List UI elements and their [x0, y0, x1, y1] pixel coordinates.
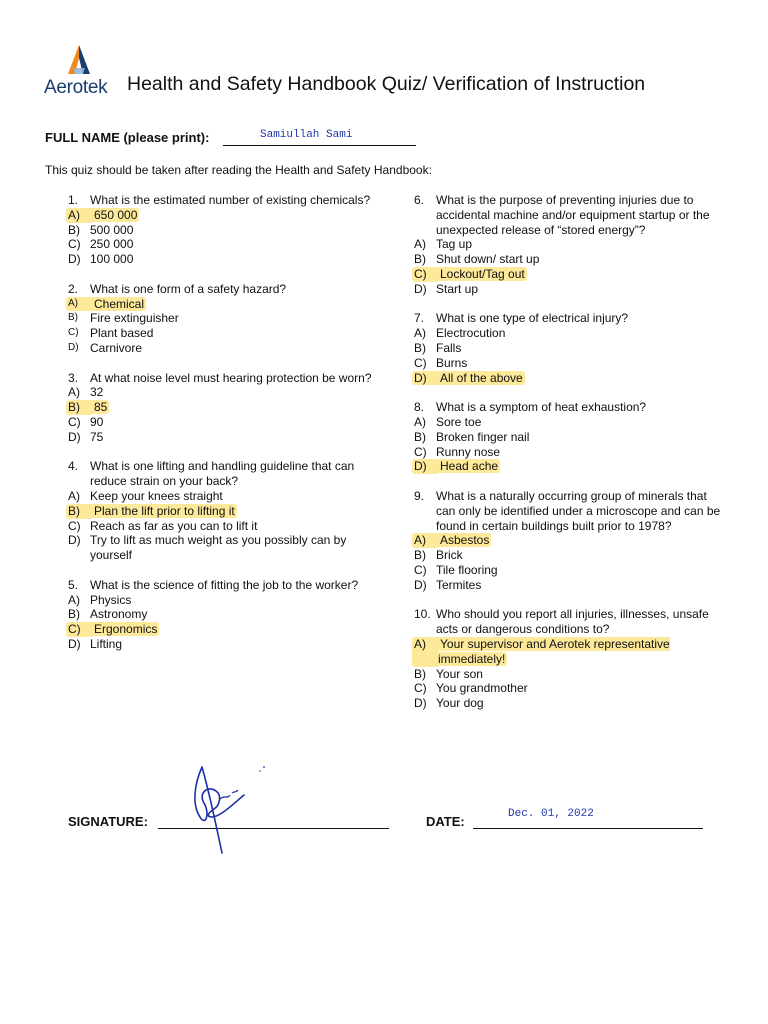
option-text: Fire extinguisher [90, 311, 179, 326]
question-number: 9. [414, 488, 425, 503]
option-text: Start up [436, 281, 479, 296]
answer-option [414, 326, 734, 341]
answer-option [68, 415, 388, 430]
selected-answer-text: All of the above [440, 370, 523, 385]
answer-option [414, 282, 734, 297]
full-name-label: FULL NAME (please print): [45, 130, 210, 145]
option-text: 250 000 [90, 237, 134, 252]
answer-option [68, 533, 388, 563]
answer-option [68, 637, 388, 652]
option-letter: A) [414, 326, 426, 341]
option-text: Termites [436, 577, 482, 592]
option-letter: B) [414, 548, 426, 563]
option-letter: B) [68, 607, 80, 622]
question-text: What is a naturally occurring group of minerals that can only be identified under a microscope and can be found in certain buildings built prior to 1978? [436, 488, 721, 533]
option-text: Broken finger nail [436, 429, 530, 444]
option-text: 500 000 [90, 222, 134, 237]
answer-option [414, 696, 734, 711]
answer-option [68, 489, 388, 504]
answer-option [68, 311, 388, 326]
option-letter: A) [414, 237, 426, 252]
aerotek-logo-icon [62, 44, 96, 78]
option-letter: B) [68, 222, 80, 237]
answer-option [414, 267, 734, 282]
answer-option [68, 326, 388, 341]
answer-option [68, 237, 388, 252]
option-letter: C) [414, 562, 427, 577]
option-text: Reach as far as you can to lift it [90, 518, 258, 533]
option-text: Tag up [436, 237, 473, 252]
option-text: Burns [436, 355, 468, 370]
quiz-question [68, 193, 388, 267]
option-letter: D) [414, 696, 427, 711]
answer-option [68, 607, 388, 622]
option-letter: A) [412, 533, 438, 548]
option-letter: D) [68, 252, 81, 267]
option-letter: D) [68, 636, 81, 651]
question-number: 3. [68, 370, 79, 385]
option-letter: A) [68, 592, 80, 607]
option-text: Your dog [436, 696, 484, 711]
answer-option [68, 385, 388, 400]
answer-option [414, 578, 734, 593]
option-letter: D) [68, 429, 81, 444]
option-text: Try to lift as much weight as you possibly can by yourself [90, 533, 347, 563]
option-letter: B) [68, 312, 78, 324]
page-title: Health and Safety Handbook Quiz/ Verification of Instruction [127, 73, 646, 95]
aerotek-logo [44, 44, 122, 98]
option-letter: D) [68, 533, 81, 548]
option-letter: A) [412, 637, 438, 667]
option-letter: D) [412, 371, 438, 386]
option-letter: B) [414, 666, 426, 681]
selected-answer-text: Your supervisor and Aerotek representative immediately! [438, 636, 670, 666]
option-letter: C) [414, 355, 427, 370]
selected-answer-text: Plan the lift prior to lifting it [94, 503, 235, 518]
option-text: Shut down/ start up [436, 252, 540, 267]
quiz-question [68, 282, 388, 356]
quiz-question [414, 193, 734, 297]
date-value: Dec. 01, 2022 [508, 808, 594, 820]
question-number: 7. [414, 311, 425, 326]
option-text: Brick [436, 548, 463, 563]
option-letter: B) [66, 400, 92, 415]
option-text: Your son [436, 666, 483, 681]
option-letter: B) [414, 340, 426, 355]
question-text: At what noise level must hearing protection be worn? [90, 370, 372, 385]
option-text: Carnivore [90, 340, 143, 355]
answer-option [414, 237, 734, 252]
signature-label: SIGNATURE: [68, 814, 148, 829]
answer-option [68, 504, 388, 519]
logo-wordmark: Aerotek [44, 77, 108, 98]
date-label: DATE: [426, 814, 465, 829]
answer-option [68, 400, 388, 415]
quiz-question [414, 489, 734, 593]
question-number: 10. [414, 607, 431, 622]
option-letter: D) [68, 341, 79, 353]
question-text: What is one lifting and handling guideline that can reduce strain on your back? [90, 459, 355, 489]
questions-right-column [414, 193, 734, 726]
answer-option [68, 593, 388, 608]
answer-option [68, 341, 388, 356]
option-letter: D) [414, 577, 427, 592]
answer-option [414, 341, 734, 356]
option-letter: D) [414, 281, 427, 296]
full-name-line [223, 145, 416, 146]
quiz-question [68, 371, 388, 445]
option-letter: B) [66, 504, 92, 519]
answer-option [414, 371, 734, 386]
selected-answer-text: Ergonomics [94, 622, 158, 637]
answer-option [68, 252, 388, 267]
quiz-question [68, 459, 388, 563]
quiz-question [414, 400, 734, 474]
answer-option [414, 667, 734, 682]
option-text: Lifting [90, 636, 123, 651]
intro-text: This quiz should be taken after reading the Health and Safety Handbook: [45, 163, 432, 177]
quiz-question [414, 311, 734, 385]
option-letter: C) [68, 237, 81, 252]
option-letter: C) [414, 444, 427, 459]
selected-answer-text: 650 000 [94, 207, 138, 222]
option-text: Plant based [90, 326, 154, 341]
answer-option [414, 430, 734, 445]
option-letter: D) [412, 459, 438, 474]
option-text: Electrocution [436, 326, 506, 341]
option-letter: C) [414, 681, 427, 696]
option-text: 32 [90, 385, 104, 400]
answer-option [68, 622, 388, 637]
answer-option [414, 637, 734, 667]
answer-option [68, 430, 388, 445]
answer-option [414, 533, 734, 548]
answer-option [414, 681, 734, 696]
option-text: 90 [90, 414, 104, 429]
option-text: 100 000 [90, 252, 134, 267]
selected-answer-text: Lockout/Tag out [440, 266, 525, 281]
selected-answer-text: Asbestos [440, 533, 490, 548]
answer-option [414, 252, 734, 267]
question-number: 4. [68, 459, 79, 474]
quiz-question [414, 607, 734, 711]
option-letter: A) [68, 488, 80, 503]
option-letter: A) [66, 297, 92, 312]
question-number: 5. [68, 577, 79, 592]
option-text: 75 [90, 429, 104, 444]
answer-option [414, 445, 734, 460]
option-text: You grandmother [436, 681, 528, 696]
option-letter: C) [68, 414, 81, 429]
question-text: What is a symptom of heat exhaustion? [436, 400, 647, 415]
question-text: What is the estimated number of existing chemicals? [90, 193, 371, 207]
answer-option [414, 415, 734, 430]
option-letter: C) [66, 622, 92, 637]
question-number: 1. [68, 193, 79, 207]
option-text: Runny nose [436, 444, 501, 459]
selected-answer-text: Head ache [440, 459, 499, 474]
answer-option [68, 519, 388, 534]
option-letter: C) [68, 518, 81, 533]
option-text: Keep your knees straight [90, 488, 223, 503]
option-text: Tile flooring [436, 562, 498, 577]
signature-scribble [180, 755, 280, 855]
question-text: Who should you report all injuries, illnesses, unsafe acts or dangerous conditions to? [436, 607, 709, 637]
question-text: What is one form of a safety hazard? [90, 281, 287, 296]
answer-option [414, 356, 734, 371]
question-text: What is the science of fitting the job to the worker? [90, 577, 359, 592]
option-letter: A) [68, 385, 80, 400]
date-line [473, 828, 703, 829]
answer-option [68, 208, 388, 223]
option-text: Astronomy [90, 607, 148, 622]
answer-option [414, 563, 734, 578]
option-text: Physics [90, 592, 132, 607]
option-letter: C) [68, 327, 79, 339]
option-text: Falls [436, 340, 462, 355]
option-letter: A) [66, 208, 92, 223]
option-letter: C) [412, 267, 438, 282]
option-letter: B) [414, 429, 426, 444]
answer-option [414, 459, 734, 474]
answer-option [68, 297, 388, 312]
selected-answer-text: Chemical [94, 296, 145, 311]
selected-answer-text: 85 [94, 400, 108, 415]
answer-option [414, 548, 734, 563]
full-name-value: Samiullah Sami [260, 129, 353, 141]
question-number: 6. [414, 193, 425, 207]
option-letter: A) [414, 414, 426, 429]
question-number: 8. [414, 400, 425, 415]
answer-option [68, 223, 388, 238]
question-text: What is the purpose of preventing injuries due to accidental machine and/or equipment startup or the unexpected release of “stored energy”? [436, 193, 710, 237]
quiz-question [68, 578, 388, 652]
option-letter: B) [414, 252, 426, 267]
questions-left-column [68, 193, 388, 667]
question-number: 2. [68, 281, 79, 296]
question-text: What is one type of electrical injury? [436, 311, 629, 326]
option-text: Sore toe [436, 414, 482, 429]
